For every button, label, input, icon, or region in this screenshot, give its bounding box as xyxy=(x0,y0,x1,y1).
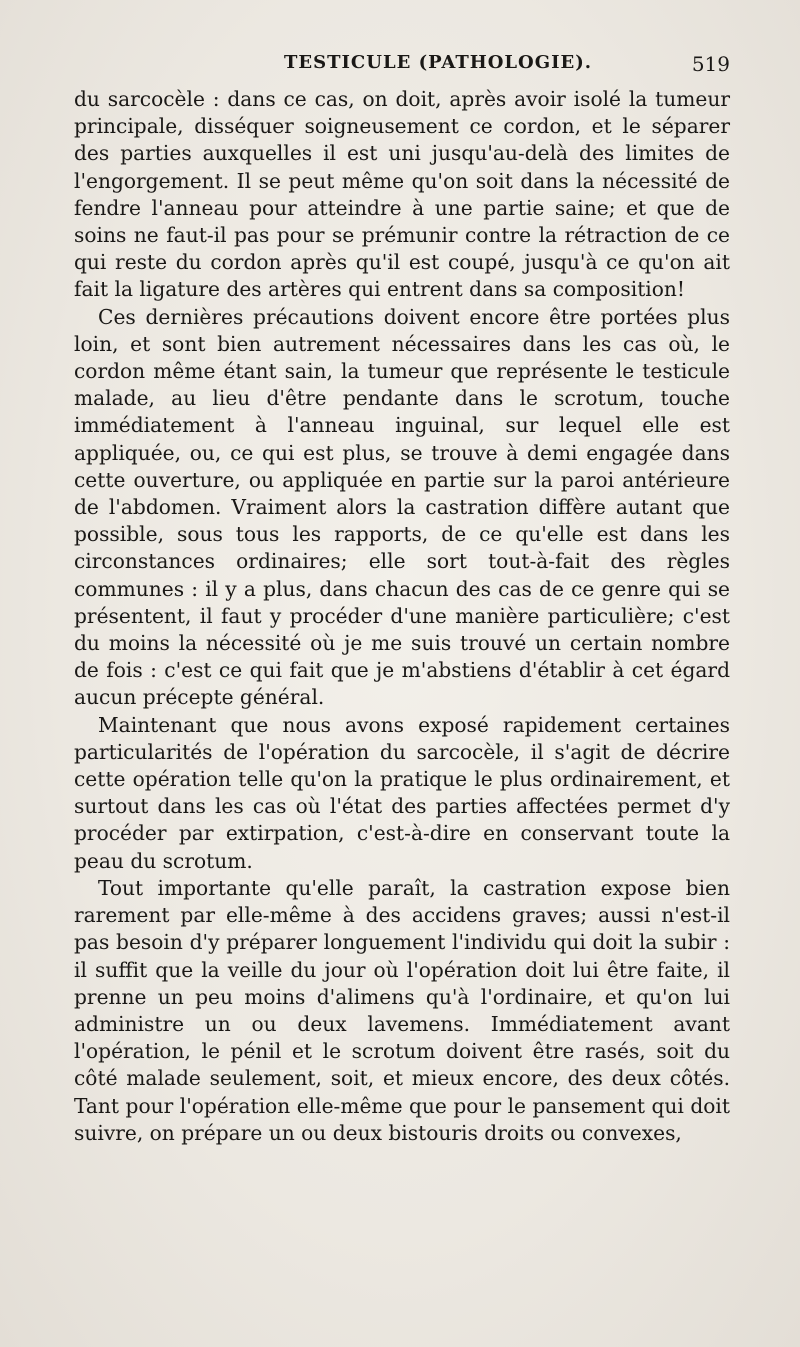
body-text xyxy=(74,86,730,1147)
paragraph: Ces dernières précautions doivent encore être portées plus loin, et sont bien autrement nécessaires dans les cas où, le cordon même étant sain, la tumeur que représente le testicule malade, au lieu d'être pendante dans le scrotum, touche immédiatement à l'anneau inguinal, sur lequel elle est appliquée, ou, ce qui est plus, se trouve à demi engagée dans cette ouverture, ou appliquée en partie sur la paroi antérieure de l'abdomen. Vraiment alors la castration diffère autant que possible, sous tous les rapports, de ce qu'elle est dans les circonstances ordinaires; elle sort tout-à-fait des règles communes : il y a plus, dans chacun des cas de ce genre qui se présentent, il faut y procéder d'une manière particulière; c'est du moins la nécessité où je me suis trouvé un certain nombre de fois : c'est ce qui fait que je m'abstiens d'établir à cet égard aucun précepte général. xyxy=(74,304,730,710)
paragraph: Tout importante qu'elle paraît, la castration expose bien rarement par elle-même à des accidens graves; aussi n'est-il pas besoin d'y préparer longuement l'individu qui doit la subir : il suffit que la veille du jour où l'opération doit lui être faite, il prenne un peu moins d'alimens qu'à l'ordinaire, et qu'on lui administre un ou deux lavemens. Immédiatement avant l'opération, le pénil et le scrotum doivent être rasés, soit du côté malade seulement, soit, et mieux encore, des deux côtés. Tant pour l'opération elle-même que pour le pansement qui doit suivre, on prépare un ou deux bistouris droits ou convexes, xyxy=(74,875,730,1145)
page-number: 519 xyxy=(691,52,730,76)
page-header xyxy=(74,52,730,82)
running-title: TESTICULE (PATHOLOGIE). xyxy=(284,52,593,73)
paragraph-continued: du sarcocèle : dans ce cas, on doit, après avoir isolé la tumeur principale, disséquer soigneusement ce cordon, et le séparer des parties auxquelles il est uni jusqu'au-delà des limites de l'engorgement. Il se peut même qu'on soit dans la nécessité de fendre l'anneau pour atteindre à une partie saine; et que de soins ne faut-il pas pour se prémunir contre la rétraction de ce qui reste du cordon après qu'il est coupé, jusqu'à ce qu'on ait fait la ligature des artères qui entrent dans sa composition! xyxy=(74,87,730,302)
paragraph: Maintenant que nous avons exposé rapidement certaines particularités de l'opération du sarcocèle, il s'agit de décrire cette opération telle qu'on la pratique le plus ordinairement, et surtout dans les cas où l'état des parties affectées permet d'y procéder par extirpation, c'est-à-dire en conservant toute la peau du scrotum. xyxy=(74,712,730,873)
